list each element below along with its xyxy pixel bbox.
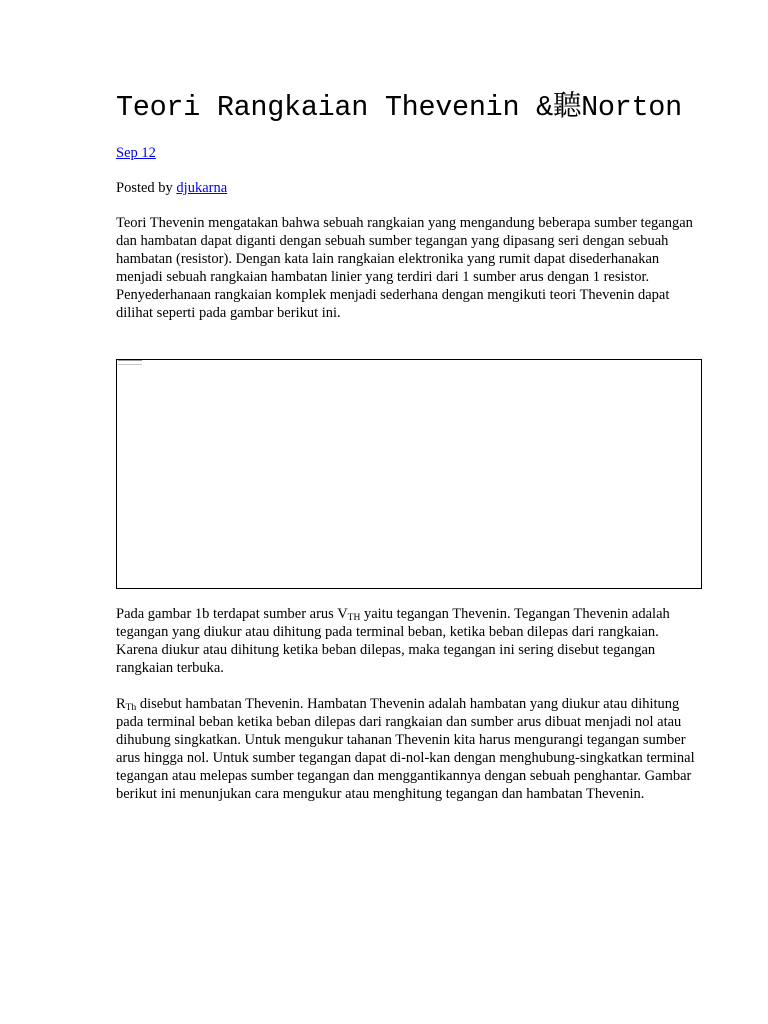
- vth-text-before: Pada gambar 1b terdapat sumber arus V: [116, 606, 348, 622]
- author-link[interactable]: djukarna: [176, 180, 228, 196]
- broken-image-icon: [118, 360, 142, 365]
- title-text-part2: Norton: [581, 91, 682, 124]
- vth-subscript: TH: [347, 613, 361, 623]
- rth-text-before: R: [116, 696, 126, 712]
- vth-text-after: yaitu tegangan Thevenin. Tegangan Thevenin adalah tegangan yang diukur atau dihitung pada terminal beban, ketika beban dilepas dari rangkaian. Karena diukur atau dihitung ketika beban dilepas, maka tegangan ini sering disebut tegangan rangkaian terbuka.: [116, 606, 670, 676]
- post-date: [116, 144, 156, 162]
- title-glyph: 聽: [552, 89, 582, 122]
- date-link[interactable]: Sep 12: [116, 145, 156, 161]
- vth-paragraph: [116, 605, 704, 677]
- rth-paragraph: [116, 695, 704, 803]
- figure-placeholder: [116, 359, 702, 589]
- page-title: [116, 88, 682, 126]
- rth-text-after: disebut hambatan Thevenin. Hambatan Thevenin adalah hambatan yang diukur atau dihitung pada terminal beban ketika beban dilepas dari rangkaian dan sumber arus dibuat menjadi nol atau dihubung singkatkan. Untuk mengukur tahanan Thevenin kita harus mengurangi tegangan sumber arus hingga nol. Untuk sumber tegangan dapat di-nol-kan dengan menghubung-singkatkan terminal tegangan atau melepas sumber tegangan dan menggantikannya dengan sebuah penghantar. Gambar berikut ini menunjukan cara mengukur atau menghitung tegangan dan hambatan Thevenin.: [116, 696, 695, 802]
- intro-paragraph: Teori Thevenin mengatakan bahwa sebuah rangkaian yang mengandung beberapa sumber tegangan dan hambatan dapat diganti dengan sebuah sumber tegangan yang dipasang seri dengan sebuah hambatan (resistor). Dengan kata lain rangkaian elektronika yang rumit dapat disederhanakan menjadi sebuah rangkaian hambatan linier yang terdiri dari 1 sumber arus dengan 1 resistor. Penyederhanaan rangkaian komplek menjadi sederhana dengan mengikuti teori Thevenin dapat dilihat seperti pada gambar berikut ini.: [116, 215, 693, 321]
- title-text-part1: Teori Rangkaian Thevenin &: [116, 91, 553, 124]
- posted-by-label: Posted by: [116, 180, 177, 196]
- post-byline: [116, 179, 227, 197]
- rth-subscript: Th: [125, 703, 137, 713]
